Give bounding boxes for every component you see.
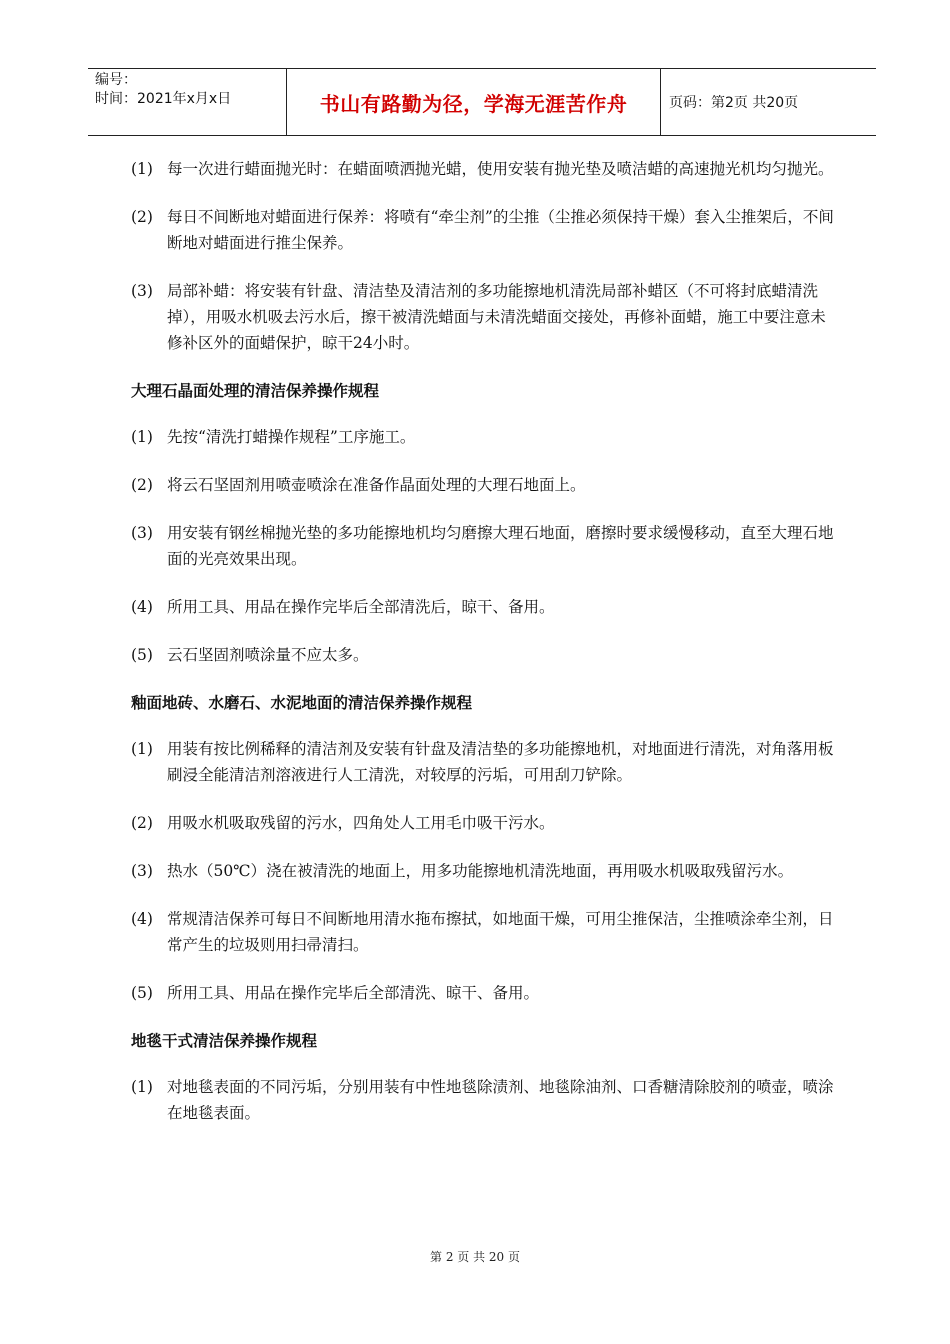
list-item xyxy=(131,642,841,668)
list-item-number: (3) xyxy=(131,282,153,300)
list-item-text: 所用工具、用品在操作完毕后全部清洗后，晾干、备用。 xyxy=(167,598,555,616)
list-item-text: 对地毯表面的不同污垢，分别用装有中性地毯除渍剂、地毯除油剂、口香糖清除胶剂的喷壶，喷涂在地毯表面。 xyxy=(167,1078,834,1122)
list-item-number: (4) xyxy=(131,598,153,616)
list-item-number: (1) xyxy=(131,160,153,178)
list-item-number: (3) xyxy=(131,862,153,880)
list-item-text: 用安装有钢丝棉抛光垫的多功能擦地机均匀磨擦大理石地面，磨擦时要求缓慢移动，直至大理石地面的光亮效果出现。 xyxy=(167,524,834,568)
list-item xyxy=(131,810,841,836)
list-item xyxy=(131,204,841,256)
list-item-text: 用吸水机吸取残留的污水，四角处人工用毛巾吸干污水。 xyxy=(167,814,555,832)
list-item xyxy=(131,156,841,182)
page-footer: 第 2 页 共 20 页 xyxy=(430,1250,520,1264)
list-item-text: 每日不间断地对蜡面进行保养：将喷有“牵尘剂”的尘推（尘推必须保持干燥）套入尘推架后，不间断地对蜡面进行推尘保养。 xyxy=(167,208,834,252)
list-item-text: 先按“清洗打蜡操作规程”工序施工。 xyxy=(167,428,416,446)
list-item-text: 局部补蜡：将安装有针盘、清洁垫及清洁剂的多功能擦地机清洗局部补蜡区（不可将封底蜡清洗掉），用吸水机吸去污水后，擦干被清洗蜡面与未清洗蜡面交接处，再修补面蜡，施工中要注意未修补区外的面蜡保护，晾干24小时。 xyxy=(167,282,826,352)
document-time-label: 时间：2021年x月x日 xyxy=(95,91,232,107)
list-item xyxy=(131,980,841,1006)
list-item-number: (2) xyxy=(131,476,153,494)
list-item xyxy=(131,594,841,620)
document-body xyxy=(131,156,841,1148)
list-item xyxy=(131,472,841,498)
list-item xyxy=(131,858,841,884)
list-item-number: (4) xyxy=(131,910,153,928)
list-item-text: 所用工具、用品在操作完毕后全部清洗、晾干、备用。 xyxy=(167,984,540,1002)
section-heading: 大理石晶面处理的清洁保养操作规程 xyxy=(131,382,380,400)
header-table xyxy=(88,68,876,136)
list-item-number: (1) xyxy=(131,740,153,758)
list-item-number: (5) xyxy=(131,646,153,664)
list-item-number: (1) xyxy=(131,1078,153,1096)
list-item-text: 常规清洁保养可每日不间断地用清水拖布擦拭，如地面干燥，可用尘推保洁，尘推喷涂牵尘剂，日常产生的垃圾则用扫帚清扫。 xyxy=(167,910,834,954)
header-motto: 书山有路勤为径，学海无涯苦作舟 xyxy=(287,69,661,135)
list-item xyxy=(131,1074,841,1126)
list-item xyxy=(131,424,841,450)
list-item-text: 用装有按比例稀释的清洁剂及安装有针盘及清洁垫的多功能擦地机，对地面进行清洗，对角落用板刷浸全能清洁剂溶液进行人工清洗，对较厚的污垢，可用刮刀铲除。 xyxy=(167,740,834,784)
list-item-text: 将云石坚固剂用喷壶喷涂在准备作晶面处理的大理石地面上。 xyxy=(167,476,586,494)
section-heading: 釉面地砖、水磨石、水泥地面的清洁保养操作规程 xyxy=(131,694,473,712)
list-item-number: (5) xyxy=(131,984,153,1002)
list-item-number: (1) xyxy=(131,428,153,446)
list-item-number: (2) xyxy=(131,208,153,226)
list-item-text: 热水（50℃）浇在被清洗的地面上，用多功能擦地机清洗地面，再用吸水机吸取残留污水。 xyxy=(167,862,794,880)
section-heading: 地毯干式清洁保养操作规程 xyxy=(131,1032,318,1050)
list-item-number: (2) xyxy=(131,814,153,832)
list-item xyxy=(131,906,841,958)
list-item xyxy=(131,520,841,572)
header-page-label: 页码：第2页 共20页 xyxy=(669,95,799,111)
list-item xyxy=(131,736,841,788)
document-number-label: 编号： xyxy=(95,72,137,88)
list-item-text: 云石坚固剂喷涂量不应太多。 xyxy=(167,646,369,664)
list-item-number: (3) xyxy=(131,524,153,542)
list-item-text: 每一次进行蜡面抛光时：在蜡面喷洒抛光蜡，使用安装有抛光垫及喷洁蜡的高速抛光机均匀抛光。 xyxy=(167,160,834,178)
header-meta-cell xyxy=(88,69,287,135)
list-item xyxy=(131,278,841,356)
